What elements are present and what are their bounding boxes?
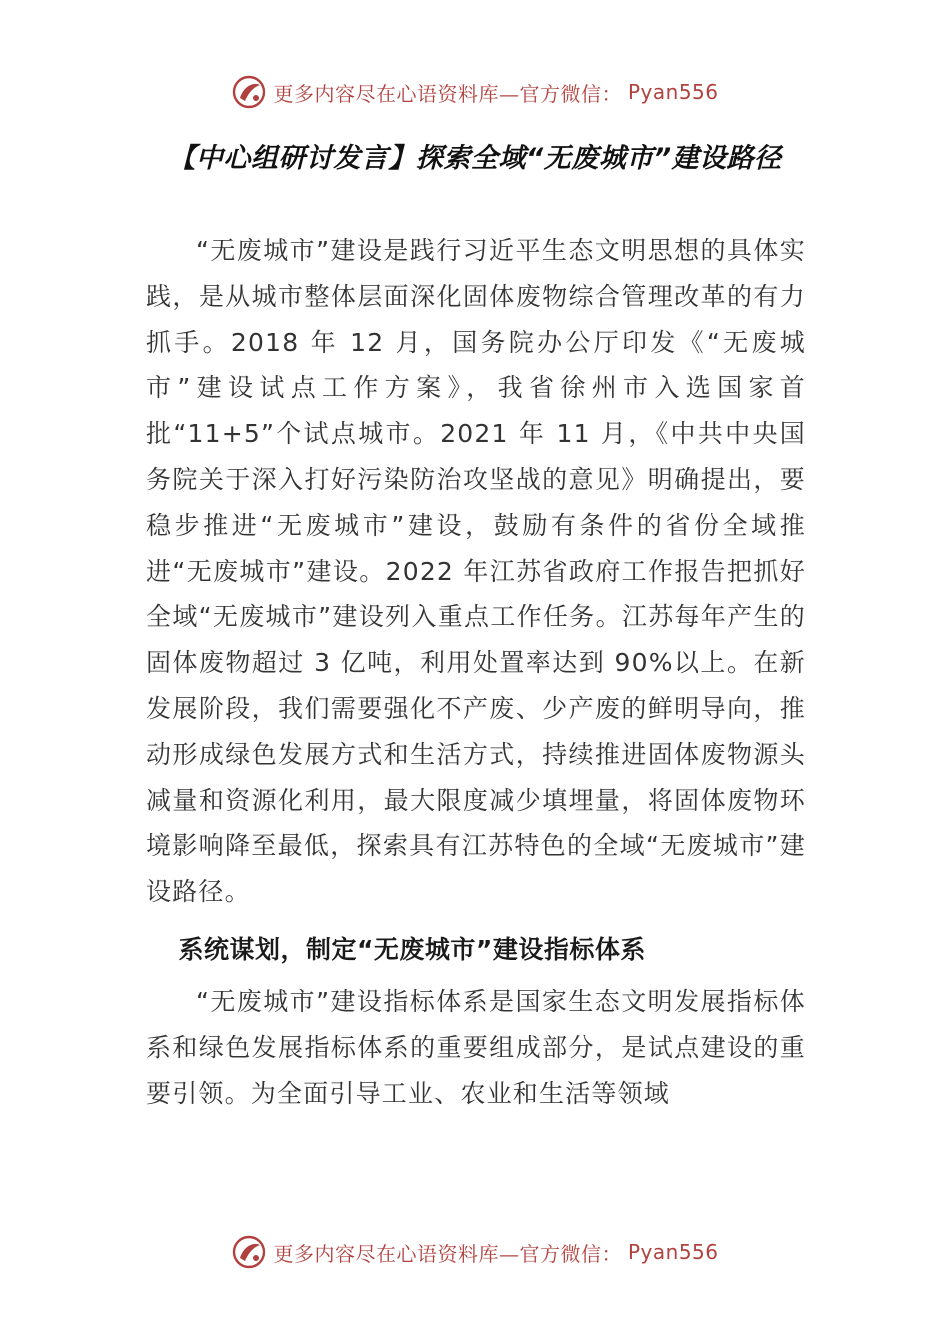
document-title: 【中心组研讨发言】探索全域“无废城市”建设路径 xyxy=(168,143,782,174)
body-paragraph-1: “无废城市”建设是践行习近平生态文明思想的具体实践，是从城市整体层面深化固体废物综合管理改革的有力抓手。2018 年 12 月，国务院办公厅印发《“无废城市”建设试点工作方案》，我省徐州市入选国家首批“11+5”个试点城市。2021 年 11 月，《中共中央国务院关于深入打好污染防治攻坚战的意见》明确提出，要稳步推进“无废城市”建设，鼓励有条件的省份全域推进“无废城市”建设。2022 年江苏省政府工作报告把抓好全域“无废城市”建设列入重点工作任务。江苏每年产生的固体废物超过 3 亿吨，利用处置率达到 90%以上。在新发展阶段，我们需要强化不产废、少产废的鲜明导向，推动形成绿色发展方式和生活方式，持续推进固体废物源头减量和资源化利用，最大限度减少填埋量，将固体废物环境影响降至最低，探索具有江苏特色的全域“无废城市”建设路径。 xyxy=(146,236,806,907)
footer-watermark xyxy=(0,1232,950,1272)
watermark-text: 更多内容尽在心语资料库—官方微信： xyxy=(273,1241,622,1266)
watermark-text: 更多内容尽在心语资料库—官方微信： xyxy=(273,81,622,106)
header-watermark xyxy=(0,72,950,112)
watermark-handle: Pyan556 xyxy=(627,80,719,104)
seal-logo-icon xyxy=(231,74,267,110)
watermark-handle: Pyan556 xyxy=(627,1240,719,1264)
seal-logo-icon xyxy=(231,1234,267,1270)
body-paragraph-2: “无废城市”建设指标体系是国家生态文明发展指标体系和绿色发展指标体系的重要组成部分，是试点建设的重要引领。为全面引导工业、农业和生活等领域 xyxy=(146,986,806,1108)
section-heading: 系统谋划，制定“无废城市”建设指标体系 xyxy=(178,934,646,964)
document-body xyxy=(146,228,806,1116)
